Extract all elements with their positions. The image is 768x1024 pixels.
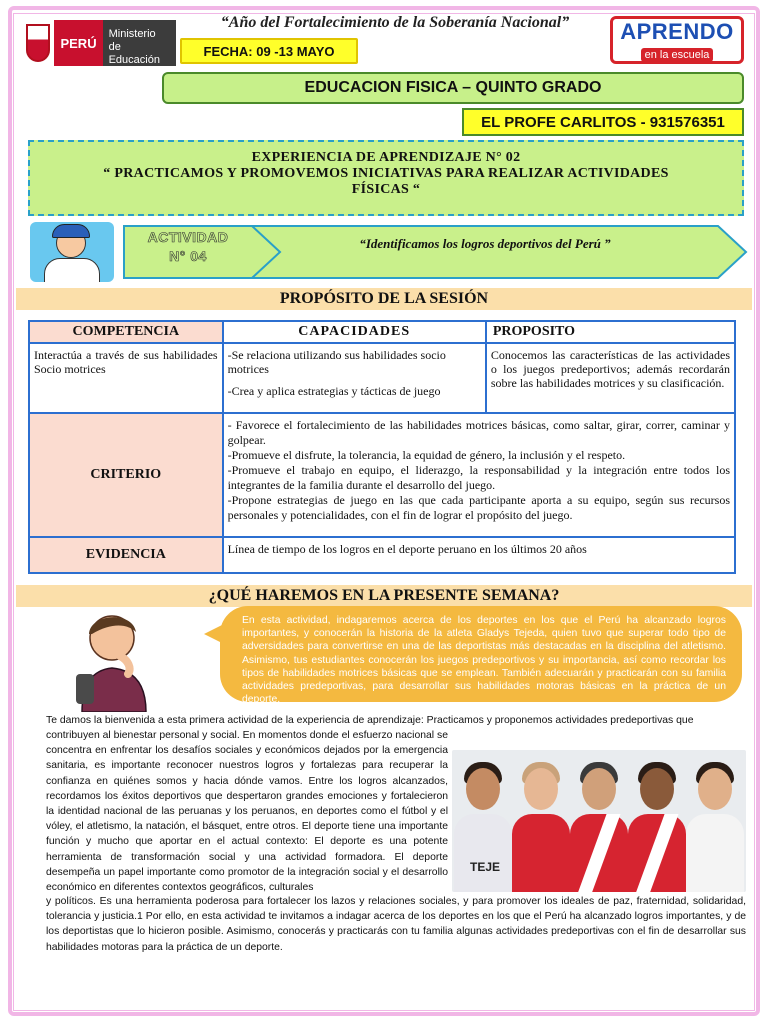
athlete-figure <box>684 760 746 892</box>
activity-title-arrow <box>244 224 748 280</box>
experience-box <box>28 140 744 216</box>
table-row <box>29 537 735 573</box>
activity-number <box>122 228 254 266</box>
thinking-student-icon <box>62 604 162 712</box>
minedu-line-2: de Educación <box>108 41 160 66</box>
minedu-label <box>103 20 176 66</box>
experience-number: EXPERIENCIA DE APRENDIZAJE N° 02 <box>251 150 521 165</box>
criterio-item: - Favorece el fortalecimiento de las habilidades motrices básicas, como saltar, girar, correr, caminar y golpear. <box>227 418 730 447</box>
intro-bottom-block: y políticos. Es una herramienta poderosa para fortalecer los lazos y relaciones sociales, y para promover los ideales de paz, fraternidad, solidaridad, tolerancia y justicia.1 Por ello, en esta actividad te invitamos a indagar acerca de los deportes en los que el Perú ha alcanzado logros importantes, y de los deportistas que lo hicieron posible. Asimismo, conocerás y practicarás con tu familia algunas actividades predeportivas con el fin de desarrollar sus habilidades motoras para la práctica de un deporte. <box>46 896 746 953</box>
activity-label: ACTIVIDAD <box>147 229 229 245</box>
table-header-row <box>29 321 735 343</box>
minedu-logo <box>26 18 176 68</box>
athlete-figure <box>626 760 688 892</box>
week-heading: ¿QUÉ HAREMOS EN LA PRESENTE SEMANA? <box>16 585 752 607</box>
speech-bubble: En esta actividad, indagaremos acerca de los deportes en los que el Perú ha alcanzado logros importantes, y conocerán la historia de la atleta Gladys Tejeda, quien tuvo que superar todo tipo de adversidades para convertirse en una de las deportistas más destacadas en la disciplina del atletismo. Asimismo, tus estudiantes conocerán los juegos predeportivos y su importancia, así como recordar los tipos de habilidades motrices básicas que se emplean. También adecuarán y practicarán con su familia actividades predeportivas, para desarrollar sus habilidades motoras básicas en la práctica de un deporte. <box>220 606 742 702</box>
criterio-item: -Promueve el disfrute, la tolerancia, la equidad de género, la inclusión y el respeto. <box>227 448 626 462</box>
criterio-cell <box>223 413 735 537</box>
minedu-line-1: Ministerio <box>108 28 156 40</box>
criterio-item: -Promueve el trabajo en equipo, el liderazgo, la responsabilidad y la integración entre todos los integrantes de la familia durante el desarrollo del juego. <box>227 463 730 492</box>
teacher-contact: EL PROFE CARLITOS - 931576351 <box>462 108 744 136</box>
date-badge: FECHA: 09 -13 MAYO <box>180 38 358 64</box>
header-competencia: COMPETENCIA <box>29 321 223 343</box>
criterio-item: -Propone estrategias de juego en las que cada participante aporta a su equipo, según sus recursos personales y potencialidades, con el fin de lograr el propósito del juego. <box>227 493 730 522</box>
year-title: “Año del Fortalecimiento de la Soberanía Nacional” <box>220 14 570 31</box>
competencia-cell: Interactúa a través de sus habilidades Socio motrices <box>29 343 223 413</box>
aprendo-logo <box>610 16 744 64</box>
intro-left-block: contribuyen al bienestar personal y social. En momentos donde el esfuerzo nacional se concentra en enfrentar los desafíos sociales y económicos dejados por la emergencia sanitaria, es importante reconocer nuestros logros y fortalezas para recuperar la confianza en quiénes somos y hacia dónde vamos. Entre los logros alcanzados, recordamos los éxitos deportivos que despertaron grandes emociones y fortalecieron la identidad nacional de las peruanas y los peruanos, en deportes como el fútbol y el vóley, el atletismo, la natación, el básquet, entre otros. El deporte tiene una importante función y mucho que aportar en el actual contexto: El deporte es una potente herramienta de transformación social y una actividad formadora. El deporte desempeña un papel importante como promotor de la integración social y el desarrollo económico en diferentes contextos geográficos, culturales <box>46 730 448 894</box>
activity-title: “Identificamos los logros deportivos del Perú ” <box>359 236 611 251</box>
intro-first-line: Te damos la bienvenida a esta primera actividad de la experiencia de aprendizaje: Practicamos y proponemos actividades predeportivas que <box>46 715 694 726</box>
peru-brand: PERÚ <box>54 20 102 66</box>
course-title: EDUCACION FISICA – QUINTO GRADO <box>162 72 744 104</box>
table-row <box>29 413 735 537</box>
aprendo-subtitle: en la escuela <box>641 48 714 62</box>
athletes-photo <box>452 750 746 892</box>
capacidad-item: -Se relaciona utilizando sus habilidades socio motrices <box>227 348 446 376</box>
athlete-figure <box>510 760 572 892</box>
capacidad-item: -Crea y aplica estrategias y tácticas de juego <box>227 384 441 398</box>
athlete-figure <box>452 760 514 892</box>
activity-num: N° 04 <box>169 248 207 264</box>
experience-title-line-2: FÍSICAS “ <box>351 182 421 197</box>
evidencia-cell: Línea de tiempo de los logros en el deporte peruano en los últimos 20 años <box>223 537 735 573</box>
criterio-label: CRITERIO <box>29 413 223 537</box>
header-proposito: PROPOSITO <box>486 321 735 343</box>
capacidades-cell <box>223 343 486 413</box>
jersey-text: TEJE <box>470 860 501 874</box>
session-table <box>28 320 736 574</box>
header-capacidades: CAPACIDADES <box>223 321 486 343</box>
proposito-cell: Conocemos las características de las actividades o los juegos predeportivos; además recordarán sobre las habilidades motrices y su clasificación. <box>486 343 735 413</box>
table-row <box>29 343 735 413</box>
purpose-heading: PROPÓSITO DE LA SESIÓN <box>16 288 752 310</box>
athlete-figure <box>568 760 630 892</box>
peru-shield-icon <box>26 24 50 62</box>
experience-title-line-1: “ PRACTICAMOS Y PROMOVEMOS INICIATIVAS PARA REALIZAR ACTIVIDADES <box>103 166 669 181</box>
aprendo-title: APRENDO <box>620 19 734 44</box>
teacher-avatar-icon <box>30 222 114 282</box>
evidencia-label: EVIDENCIA <box>29 537 223 573</box>
